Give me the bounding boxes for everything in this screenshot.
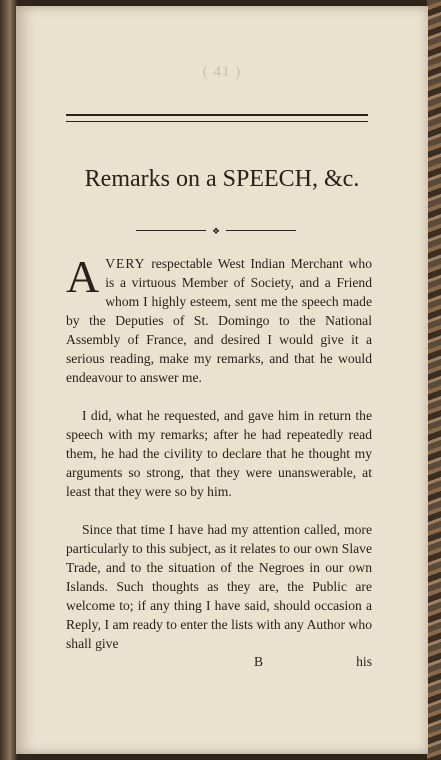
ornament-glyph-icon: ❖ — [211, 226, 221, 236]
heading-ornament — [136, 226, 296, 236]
body-text — [66, 251, 372, 672]
paragraph-1 — [66, 251, 372, 387]
ornament-line-right — [226, 230, 296, 231]
page-footer — [66, 654, 372, 674]
ornament-line-left — [136, 230, 206, 231]
paragraph-3: Since that time I have had my attention called, more particularly to this subject, as it relates to our own Slave Trade, and to the situation of the Negroes in our own Islands. Such thoughts as they are, the Public are welcome to; if any thing I have said, should occasion a Reply, I am ready to enter the lists with any Author who shall give — [66, 522, 372, 651]
book-page — [16, 6, 428, 754]
top-rule — [66, 114, 368, 122]
marbled-edge — [427, 0, 441, 760]
signature-mark: B — [254, 654, 264, 669]
page-heading: Remarks on a SPEECH, &c. — [84, 166, 360, 192]
catchword: his — [356, 654, 372, 669]
paragraph-1-first-words: VERY — [105, 256, 146, 271]
page-number: ( 41 ) — [202, 64, 242, 80]
paragraph-2: I did, what he requested, and gave him in return the speech with my remarks; after he had repeatedly read them, he had the civility to declare that he thought my arguments so strong, that they were unanswerable, at least that they were so by him. — [66, 408, 372, 499]
drop-cap: A — [66, 251, 100, 302]
paragraph-1-text: respectable West Indian Merchant who is a virtuous Member of Society, and a Friend whom I highly esteem, sent me the speech made by the Deputies of St. Domingo to the National Assembly of France, and desired I would give it a serious reading, make my remarks, and that he would endeavour to answer me. — [66, 256, 372, 385]
